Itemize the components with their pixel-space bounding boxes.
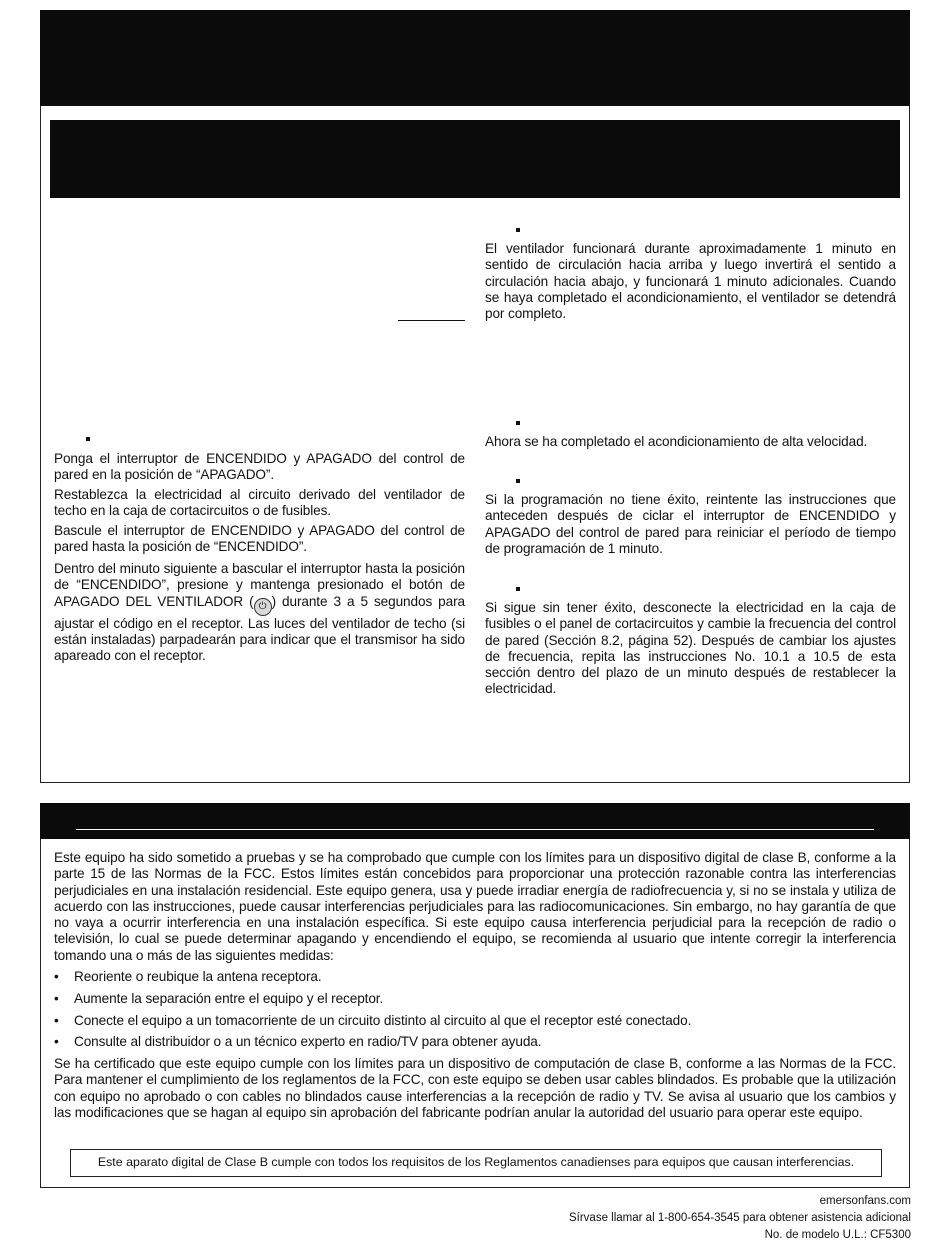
- footer-website: emersonfans.com: [819, 1195, 911, 1207]
- section-subheader-bar: [50, 120, 900, 198]
- fcc-intro: Este equipo ha sido sometido a pruebas y se ha comprobado que cumple con los límites para un dispositivo digital de clase B, conforme a la parte 15 de las Normas de la FCC. Estos límites están concebidos para proporcionar una protección razonable contra las interferencias perjudiciales en una instalación residencial. Este equipo genera, usa y puede irradiar energía de radiofrecuencia y, si no se instala y utiliza de acuerdo con las instrucciones, puede causar interferencias perjudiciales para las radiocomunicaciones. Sin embargo, no hay garantía de que no vaya a ocurrir interferencia en una instalación específica. Si este equipo causa interferencia perjudicial para la recepción de radio o televisión, lo cual se puede determinar apagando y encendiendo el equipo, se recomienda al usuario que intente corregir la interferencia tomando una o más de las siguientes medidas:: [54, 850, 896, 963]
- bullet-text: Conecte el equipo a un tomacorriente de un circuito distinto al circuito al que el receptor esté conectado.: [74, 1013, 692, 1028]
- footer-model: No. de modelo U.L.: CF5300: [764, 1229, 911, 1241]
- bullet-text: Aumente la separación entre el equipo y el receptor.: [74, 991, 384, 1006]
- footer-phone: Sírvase llamar al 1-800-654-3545 para obtener asistencia adicional: [568, 1212, 911, 1224]
- fcc-bullet-1: [54, 969, 896, 985]
- step-bullet-right-4: [516, 587, 520, 591]
- fcc-bullet-2: [54, 991, 896, 1007]
- step-bullet-right-1: [516, 228, 520, 232]
- bullet-text: Consulte al distribuidor o a un técnico experto en radio/TV para obtener ayuda.: [74, 1034, 542, 1049]
- bullet-dot: •: [54, 991, 59, 1006]
- fcc-bullet-4: [54, 1034, 896, 1050]
- step-bullet-right-3: [516, 479, 520, 483]
- right-step-4: Si sigue sin tener éxito, desconecte la electricidad en la caja de fusibles o el panel de cortacircuitos y cambie la frecuencia del control de pared (Sección 8.2, página 52). Después de cambiar los ajustes de frecuencia, repita las instrucciones No. 10.1 a 10.5 de esta sección dentro del plazo de un minuto después de restablecer la electricidad.: [485, 600, 896, 697]
- right-step-1: El ventilador funcionará durante aproximadamente 1 minuto en sentido de circulación hacia arriba y luego invertirá el sentido a circulación hacia abajo, y funcionará 1 minuto adicionales. Cuando se haya completado el acondicionamiento, el ventilador se detendrá por completo.: [485, 241, 896, 322]
- left-step-4-text-b: ) durante 3 a 5 segundos para ajustar el código en el receptor. Las luces del ventilador de techo (si están instaladas) parpadearán para indicar que el transmisor ha sido apareado con el receptor.: [54, 593, 465, 664]
- bullet-dot: •: [54, 969, 59, 984]
- right-step-2: Ahora se ha completado el acondicionamiento de alta velocidad.: [485, 434, 868, 449]
- canada-notice-box: Este aparato digital de Clase B cumple con todos los requisitos de los Reglamentos canadienses para equipos que causan interferencias.: [70, 1149, 882, 1177]
- bullet-dot: •: [54, 1013, 59, 1028]
- section-header-bar: [40, 10, 910, 106]
- step-bullet-right-2: [516, 421, 520, 425]
- fcc-header-bar: [40, 803, 910, 839]
- power-icon: ⏻: [254, 598, 272, 616]
- bullet-text: Reoriente o reubique la antena receptora.: [74, 969, 322, 984]
- left-step-4: [54, 561, 465, 664]
- left-step-1: Ponga el interruptor de ENCENDIDO y APAGADO del control de pared en la posición de “APAGADO”.: [54, 451, 465, 483]
- fcc-bullet-3: [54, 1013, 896, 1029]
- right-step-3: Si la programación no tiene éxito, reintente las instrucciones que anteceden después de ciclar el interruptor de ENCENDIDO y APAGADO del control de pared para reiniciar el período de tiempo de programación de 1 minuto.: [485, 492, 896, 556]
- left-step-3: Bascule el interruptor de ENCENDIDO y APAGADO del control de pared hasta la posición de “ENCENDIDO”.: [54, 523, 465, 555]
- left-step-4-text-a: Dentro del minuto siguiente a bascular el interruptor hasta la posición de “ENCENDIDO”, presione y mantenga presionado el botón de APAGADO DEL VENTILADOR (: [54, 561, 465, 609]
- left-divider-rule: [398, 320, 465, 321]
- step-bullet-left: [86, 437, 90, 441]
- left-step-2: Restablezca la electricidad al circuito derivado del ventilador de techo en la caja de cortacircuitos o de fusibles.: [54, 487, 465, 519]
- fcc-closing: Se ha certificado que este equipo cumple con los límites para un dispositivo de computación de clase B, conforme a las Normas de la FCC. Para mantener el cumplimiento de los reglamentos de la FCC, con este equipo se deben usar cables blindados. Es probable que la utilización con equipo no aprobado o con cables no blindados cause interferencias a la recepción de radio y TV. Se avisa al usuario que los cambios y las modificaciones que se hagan al equipo sin aprobación del fabricante podrían anular la autoridad del usuario para operar este equipo.: [54, 1056, 896, 1120]
- fcc-header-rule: [76, 829, 874, 830]
- bullet-dot: •: [54, 1034, 59, 1049]
